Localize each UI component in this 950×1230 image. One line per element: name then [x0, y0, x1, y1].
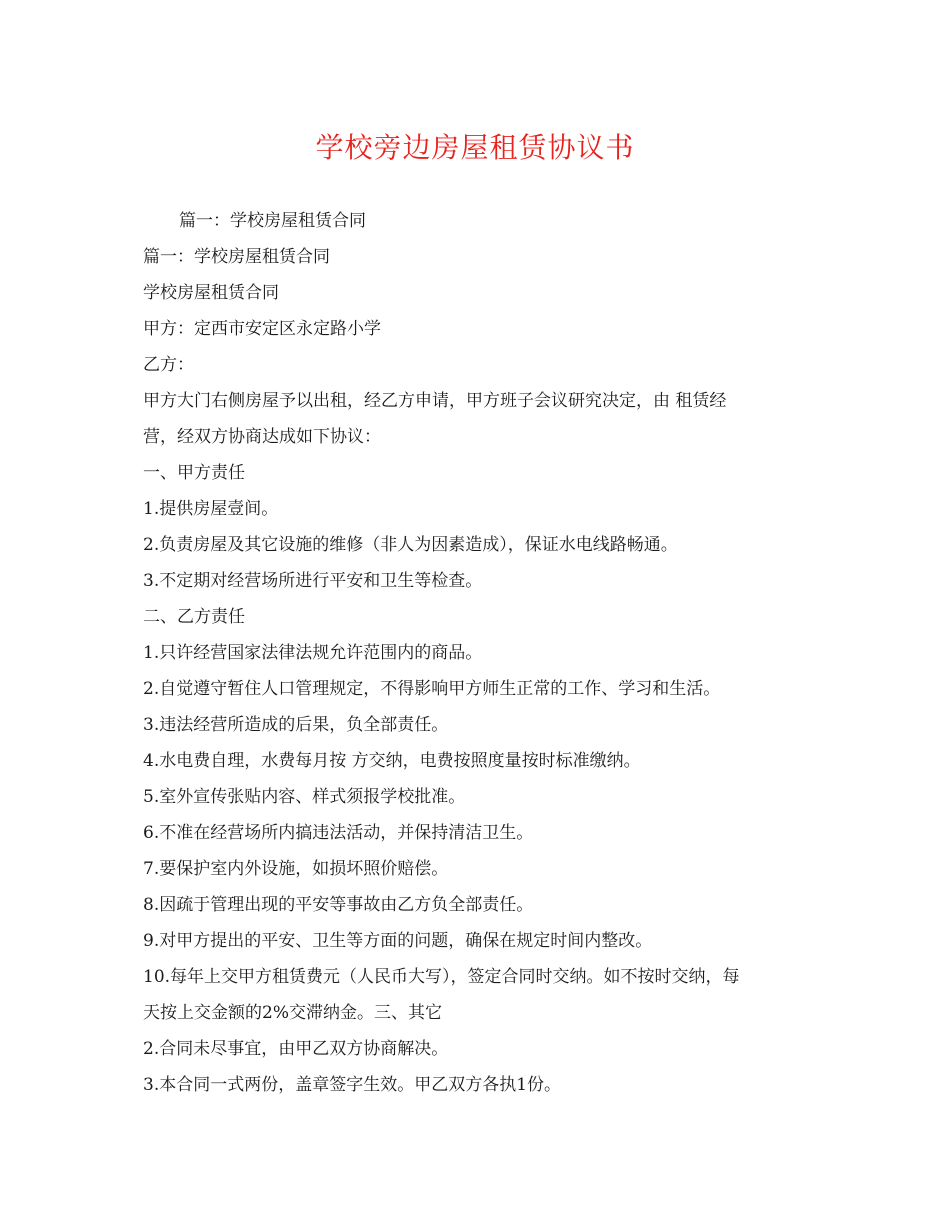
- section-1-item-2: 2.负责房屋及其它设施的维修（非人为因素造成），保证水电线路畅通。: [143, 535, 678, 555]
- section-2-item-7: 7.要保护室内外设施，如损坏照价赔偿。: [143, 859, 449, 879]
- section-2-item-4: 4.水电费自理，水费每月按 方交纳，电费按照度量按时标准缴纳。: [143, 751, 641, 771]
- contract-name: 学校房屋租赁合同: [143, 283, 279, 303]
- section-2-item-8: 8.因疏于管理出现的平安等事故由乙方负全部责任。: [143, 895, 534, 915]
- section-2-item-10-line-1: 10.每年上交甲方租赁费元（人民币大写），签定合同时交纳。如不按时交纳，每: [143, 967, 740, 987]
- section-2-item-3: 3.违法经营所造成的后果，负全部责任。: [143, 715, 449, 735]
- section-2-heading: 二、乙方责任: [143, 607, 245, 627]
- chapter-heading: 篇一：学校房屋租赁合同: [143, 247, 330, 267]
- chapter-heading-indented: 篇一：学校房屋租赁合同: [179, 211, 366, 231]
- section-2-item-2: 2.自觉遵守暂住人口管理规定，不得影响甲方师生正常的工作、学习和生活。: [143, 679, 721, 699]
- section-2-item-6: 6.不准在经营场所内搞违法活动，并保持清洁卫生。: [143, 823, 534, 843]
- section-1-item-3: 3.不定期对经营场所进行平安和卫生等检查。: [143, 571, 483, 591]
- section-2-item-10-line-2: 天按上交金额的2%交滞纳金。三、其它: [143, 1003, 442, 1023]
- party-b-line: 乙方：: [143, 355, 194, 375]
- party-a-line: 甲方：定西市安定区永定路小学: [143, 319, 381, 339]
- section-2-item-1: 1.只许经营国家法律法规允许范围内的商品。: [143, 643, 483, 663]
- intro-paragraph-line-2: 营，经双方协商达成如下协议：: [143, 427, 381, 447]
- document-title: 学校旁边房屋租赁协议书: [315, 131, 635, 164]
- section-2-item-9: 9.对甲方提出的平安、卫生等方面的问题，确保在规定时间内整改。: [143, 931, 653, 951]
- intro-paragraph-line-1: 甲方大门右侧房屋予以出租，经乙方申请，甲方班子会议研究决定，由 租赁经: [143, 391, 727, 411]
- section-1-heading: 一、甲方责任: [143, 463, 245, 483]
- section-3-item-2: 2.合同未尽事宜，由甲乙双方协商解决。: [143, 1039, 449, 1059]
- section-3-item-3: 3.本合同一式两份，盖章签字生效。甲乙双方各执1份。: [143, 1075, 562, 1095]
- section-2-item-5: 5.室外宣传张贴内容、样式须报学校批准。: [143, 787, 466, 807]
- document-body: [143, 203, 813, 1103]
- section-1-item-1: 1.提供房屋壹间。: [143, 499, 279, 519]
